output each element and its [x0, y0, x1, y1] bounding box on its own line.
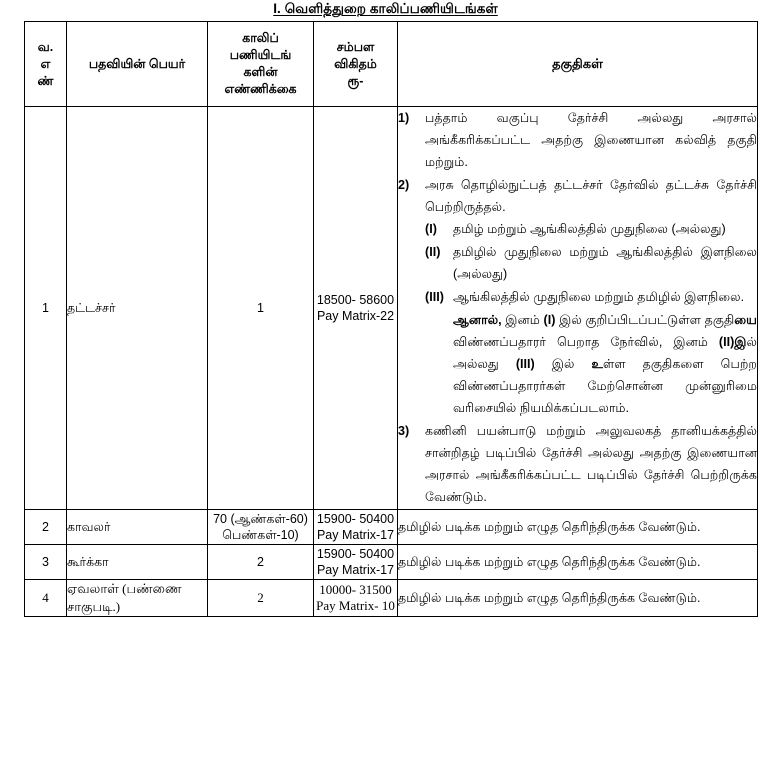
proviso-part-5: யை: [734, 313, 757, 327]
row4-vacancy-count: 2: [208, 580, 314, 617]
table-row: [25, 545, 758, 580]
row3-pay-line2: 50400: [359, 546, 395, 561]
table-row: [25, 107, 758, 510]
header-vacancy-line4: எண்ணிக்கை: [224, 82, 297, 96]
row1-pay-line3: Pay: [316, 309, 339, 323]
proviso-part-7: (II)இ: [718, 335, 747, 349]
header-post-name: பதவியின் பெயர்: [67, 22, 208, 107]
qualification-sub-item-ii-text: தமிழில் முதுநிலை மற்றும் ஆங்கிலத்தில் இளநிலை (அல்லது): [453, 245, 757, 281]
header-vacancy-line3: களின்: [243, 65, 278, 79]
qualification-item-1-marker: 1): [398, 111, 410, 125]
row3-qualification-text: தமிழில் படிக்க மற்றும் எழுத தெரிந்திருக்க வேண்டும்.: [398, 555, 701, 569]
row2-qualification-text: தமிழில் படிக்க மற்றும் எழுத தெரிந்திருக்க வேண்டும்.: [398, 520, 701, 534]
header-serial-line1: வ.: [37, 39, 54, 54]
row2-pay-line3: Pay: [316, 528, 339, 542]
row4-pay-line2: 31500: [359, 581, 392, 597]
row3-qualifications: [398, 545, 758, 580]
row3-post-name: கூர்க்கா: [67, 545, 208, 580]
table-row: [25, 510, 758, 545]
row3-pay-line1: 15900-: [316, 546, 356, 561]
row3-vacancy-count: 2: [208, 545, 314, 580]
header-vacancy-line2: பணியிடங்: [229, 48, 292, 62]
qualification-sub-list: [425, 218, 757, 308]
qualification-sub-item-i-marker: (I): [425, 222, 437, 236]
row3-pay-scale: [314, 545, 398, 580]
row4-qualification-text: தமிழில் படிக்க மற்றும் எழுத தெரிந்திருக்க வேண்டும்.: [398, 591, 701, 605]
row4-post-line3: சாகுபடி.): [67, 599, 121, 614]
qualification-item-3-text: கணினி பயன்பாடு மற்றும் அலுவலகத் தானியக்கத்தில் சான்றிதழ் படிப்பில் தேர்ச்சி அல்லது அதற்கு இணையான அரசால் அங்கீகரிக்கப்பட்ட படிப்பில் தேர்ச்சி பெற்றிருக்க வேண்டும்.: [425, 424, 757, 504]
qualification-item-3: [398, 420, 757, 508]
row1-pay-line1: 18500-: [316, 292, 356, 307]
row2-qualifications: [398, 510, 758, 545]
row4-post-line1: ஏவலாள்: [67, 581, 119, 596]
row2-pay-scale: [314, 510, 398, 545]
row2-count-line3: பெண்கள்-10): [222, 528, 299, 542]
qualification-list: [398, 107, 757, 508]
proviso-part-12: ள்ள தகுதிகளை பெற்ற விண்ணப்பதாரர்கள் மேற்சொன்ன முன்னுரிமை வரிசையில் நியமிக்கப்படலாம்.: [453, 357, 758, 415]
qualification-sub-item-ii-marker: (II): [425, 245, 441, 259]
proviso-part-6: விண்ணப்பதாரர் பெறாத நேர்வில், இனம்: [453, 335, 719, 349]
proviso-part-1: ஆனால்,: [453, 313, 502, 327]
qualification-item-2: [398, 174, 757, 419]
row4-post-name: [67, 580, 208, 617]
row2-serial-number: 2: [25, 510, 67, 545]
header-serial-line3: ண்: [37, 73, 54, 88]
row3-pay-line3: Pay: [316, 563, 339, 577]
row4-serial-number: 4: [25, 580, 67, 617]
row2-pay-line1: 15900-: [316, 511, 356, 526]
header-pay-scale: [314, 22, 398, 107]
table-header-row: [25, 22, 758, 107]
page-title: [0, 1, 771, 17]
qualification-proviso: [425, 309, 757, 419]
proviso-part-2: இனம்: [501, 313, 544, 327]
row1-pay-line2: 58600: [359, 292, 395, 307]
row1-pay-line4: Matrix-22: [341, 309, 395, 323]
row2-count-line2: (ஆண்கள்-60): [230, 512, 308, 526]
qualification-sub-item-iii: [425, 286, 757, 308]
proviso-part-11: உ: [591, 357, 603, 371]
row3-pay-line4: Matrix-17: [341, 563, 395, 577]
row4-post-line2: (பண்ணை: [122, 581, 182, 596]
row4-pay-scale: [314, 580, 398, 617]
header-qualifications: தகுதிகள்: [398, 22, 758, 107]
row3-serial-number: 3: [25, 545, 67, 580]
page-title-text: I. வெளித்துறை காலிப்பணியிடங்கள்: [273, 1, 498, 16]
qualification-sub-item-i: [425, 218, 757, 240]
vacancy-table: [24, 21, 758, 617]
qualification-item-2-text: அரசு தொழில்நுட்பத் தட்டச்சர் தேர்வில் தட்டச்சு தேர்ச்சி பெற்றிருத்தல்.: [425, 178, 757, 214]
row4-pay-line1: 10000-: [319, 581, 357, 597]
proviso-part-10: இல்: [534, 357, 592, 371]
proviso-part-9: (III): [515, 357, 535, 371]
qualification-sub-item-ii: [425, 241, 757, 285]
row2-pay-line4: Matrix-17: [341, 528, 395, 542]
qualification-sub-item-iii-text: ஆங்கிலத்தில் முதுநிலை மற்றும் தமிழில் இளநிலை.: [453, 290, 745, 304]
row2-count-line1: 70: [213, 512, 228, 526]
proviso-part-4: இல் குறிப்பிடப்பட்டுள்ள தகுதி: [555, 313, 735, 327]
row4-pay-line4: 10: [381, 598, 395, 613]
header-vacancy-count: [208, 22, 314, 107]
qualification-sub-item-i-text: தமிழ் மற்றும் ஆங்கிலத்தில் முதுநிலை (அல்லது): [453, 222, 726, 236]
table-row: [25, 580, 758, 617]
header-pay-line2: விகிதம்: [334, 56, 377, 71]
qualification-item-2-marker: 2): [398, 178, 410, 192]
header-vacancy-line1: காலிப்: [242, 31, 279, 45]
header-pay-line1: சம்பள: [336, 39, 375, 54]
qualification-item-1-text: பத்தாம் வகுப்பு தேர்ச்சி அல்லது அரசால் அங்கீகரிக்கப்பட்ட அதற்கு இணையான கல்வித் தகுதி மற்றும்.: [425, 111, 757, 169]
row1-serial-number: 1: [25, 107, 67, 510]
proviso-part-8: ல் அல்லது: [453, 335, 757, 371]
row2-post-name: காவலர்: [67, 510, 208, 545]
qualification-item-1: [398, 107, 757, 173]
header-pay-line3: ரூ-: [347, 73, 364, 88]
qualification-item-3-marker: 3): [398, 424, 410, 438]
row2-pay-line2: 50400: [359, 511, 395, 526]
row4-pay-line3: Pay Matrix-: [316, 598, 379, 613]
row1-qualifications: [398, 107, 758, 510]
proviso-part-3: (I): [543, 313, 556, 327]
row1-pay-scale: [314, 107, 398, 510]
row1-post-name: தட்டச்சர்: [67, 107, 208, 510]
header-serial-number: [25, 22, 67, 107]
header-serial-line2: எ: [40, 56, 51, 71]
row4-qualifications: [398, 580, 758, 617]
qualification-sub-item-iii-marker: (III): [425, 290, 444, 304]
row2-vacancy-count: [208, 510, 314, 545]
row1-vacancy-count: 1: [208, 107, 314, 510]
